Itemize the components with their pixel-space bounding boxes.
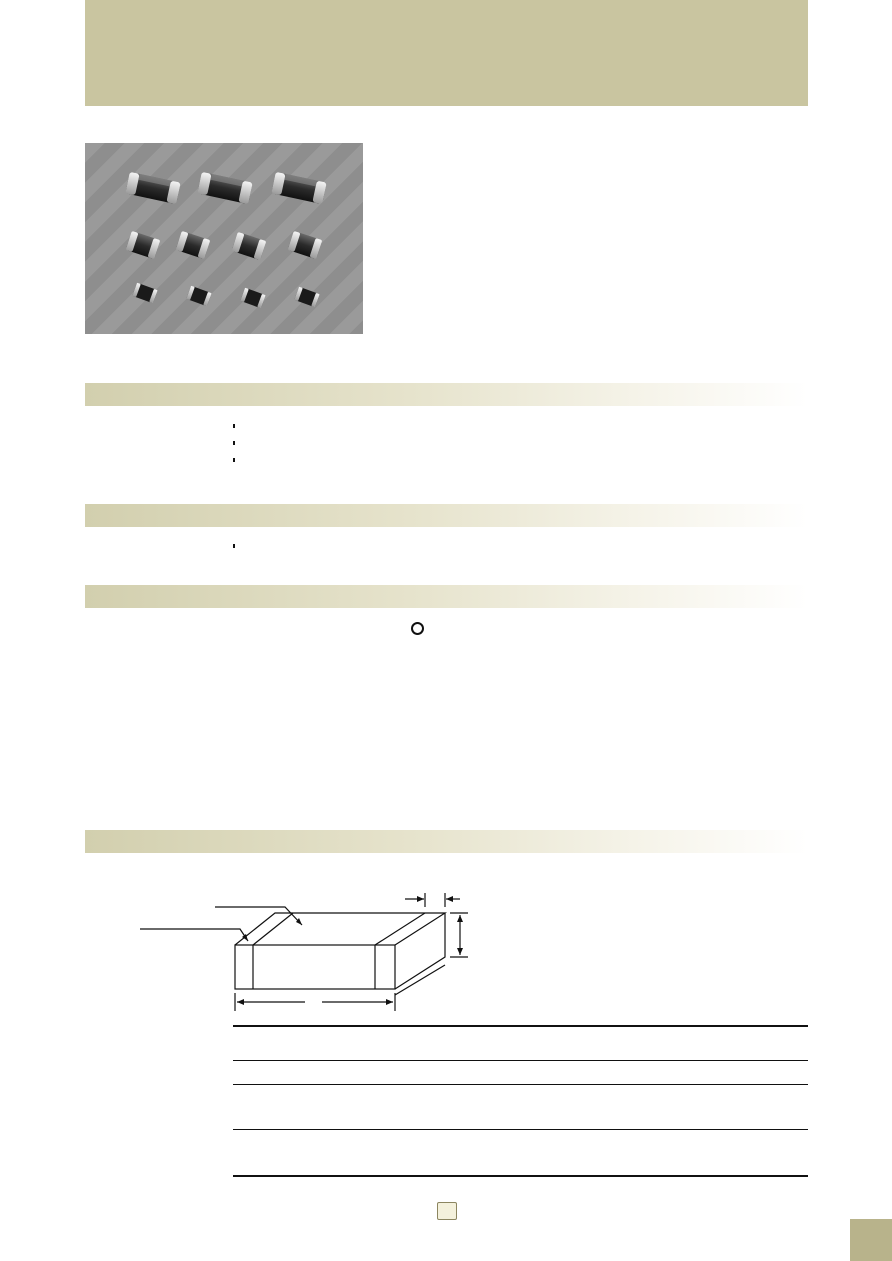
chip-components-photo [85, 143, 363, 334]
chip-large-1 [125, 172, 180, 204]
chip-small-2 [186, 286, 211, 307]
chip-right-face [395, 913, 445, 989]
table-rule [233, 1129, 808, 1130]
chip-medium-3 [232, 232, 267, 260]
table-rule-bottom [233, 1175, 808, 1177]
header-band [85, 0, 808, 106]
section-bar-3 [85, 585, 808, 608]
table-rule [233, 1084, 808, 1085]
leader-line-left [140, 929, 248, 941]
chip-large-3 [271, 172, 326, 204]
square-box-icon [437, 1202, 457, 1220]
circle-mark-icon [411, 622, 424, 635]
chip-front-face [235, 945, 395, 989]
chip-medium-1 [126, 231, 161, 259]
chip-top-face [235, 913, 445, 945]
photo-svg [85, 143, 363, 334]
chip-small-4 [294, 287, 319, 308]
bullet-mark [233, 424, 235, 428]
chip-medium-4 [288, 231, 323, 259]
bullet-mark [233, 458, 235, 462]
chip-dimension-diagram [130, 885, 480, 1015]
table-rule [233, 1060, 808, 1061]
section-bar-4 [85, 830, 808, 853]
page-tab [850, 1219, 892, 1261]
chip-small-3 [240, 288, 265, 309]
chip-large-2 [197, 172, 252, 204]
chip-small-1 [132, 283, 157, 304]
section-bar-2 [85, 504, 808, 527]
section-bar-1 [85, 383, 808, 406]
chip-medium-2 [176, 231, 211, 259]
table-rule-top [233, 1025, 808, 1027]
bullet-mark [233, 441, 235, 445]
bullet-mark [233, 544, 235, 548]
